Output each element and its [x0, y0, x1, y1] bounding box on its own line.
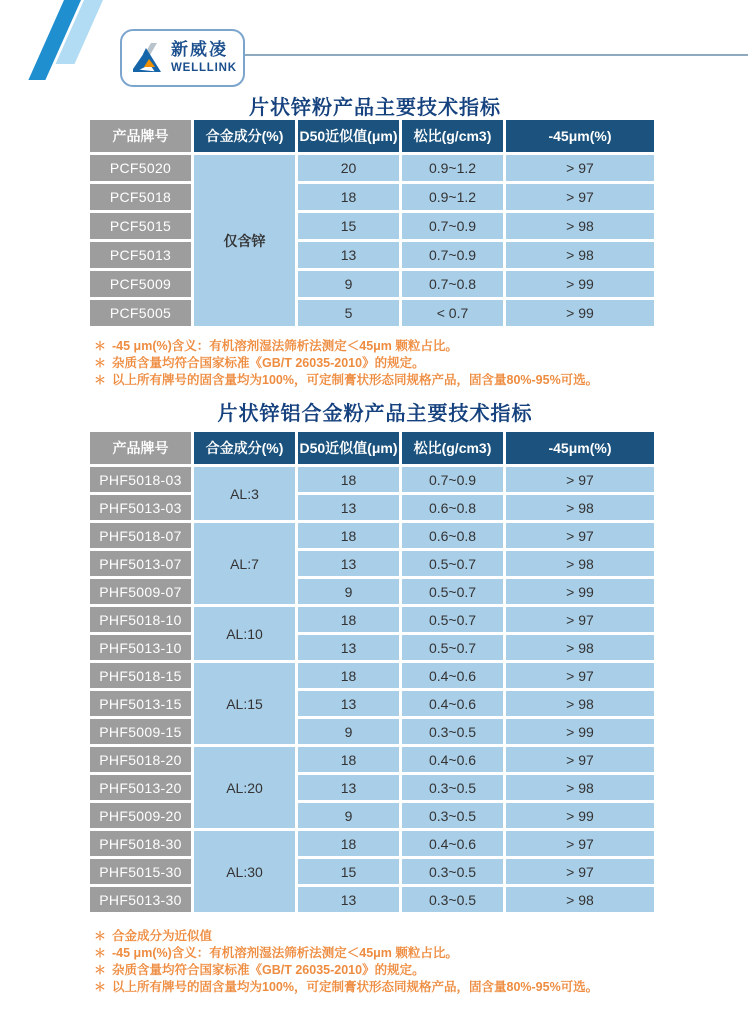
minus45-cell: > 99 — [506, 271, 654, 297]
col-header-product-code: 产品牌号 — [90, 432, 191, 464]
minus45-cell: > 98 — [506, 551, 654, 576]
bulk-density-cell: 0.4~0.6 — [402, 663, 503, 688]
product-code-cell: PHF5009-20 — [90, 803, 191, 828]
col-header-d50: D50近似值(μm) — [298, 432, 399, 464]
bulk-density-cell: 0.3~0.5 — [402, 775, 503, 800]
bulk-density-cell: 0.7~0.9 — [402, 242, 503, 268]
minus45-cell: > 98 — [506, 495, 654, 520]
product-code-cell: PHF5013-10 — [90, 635, 191, 660]
d50-cell: 13 — [298, 635, 399, 660]
minus45-cell: > 99 — [506, 579, 654, 604]
note-star: ＊ — [94, 929, 107, 943]
note-text: 杂质含量均符合国家标准《GB/T 26035-2010》的规定。 — [112, 356, 425, 370]
minus45-cell: > 99 — [506, 803, 654, 828]
minus45-cell: > 97 — [506, 859, 654, 884]
product-code-cell: PHF5018-03 — [90, 467, 191, 492]
d50-cell: 15 — [298, 213, 399, 239]
note-star: ＊ — [94, 980, 107, 994]
d50-cell: 5 — [298, 300, 399, 326]
note-text: 杂质含量均符合国家标准《GB/T 26035-2010》的规定。 — [112, 963, 425, 977]
table-row — [90, 775, 654, 800]
zinc-powder-title: 片状锌粉产品主要技术指标 — [249, 97, 501, 119]
col-header-bulk-density: 松比(g/cm3) — [402, 432, 503, 464]
note-text: -45 μm(%)含义：有机溶剂湿法筛析法测定＜45μm 颗粒占比。 — [112, 946, 458, 960]
table-row — [90, 691, 654, 716]
product-code-cell: PHF5009-15 — [90, 719, 191, 744]
d50-cell: 20 — [298, 155, 399, 181]
d50-cell: 9 — [298, 719, 399, 744]
product-code-cell: PHF5009-07 — [90, 579, 191, 604]
col-header-product-code: 产品牌号 — [90, 120, 191, 152]
d50-cell: 9 — [298, 271, 399, 297]
minus45-cell: > 99 — [506, 300, 654, 326]
table-row — [90, 831, 654, 856]
minus45-cell: > 97 — [506, 467, 654, 492]
bulk-density-cell: 0.4~0.6 — [402, 831, 503, 856]
table-row — [90, 607, 654, 632]
table-row — [90, 803, 654, 828]
bulk-density-cell: 0.3~0.5 — [402, 803, 503, 828]
d50-cell: 13 — [298, 551, 399, 576]
table-row — [90, 663, 654, 688]
product-code-cell: PHF5018-10 — [90, 607, 191, 632]
header-rule-line — [245, 54, 748, 56]
product-code-cell: PHF5018-20 — [90, 747, 191, 772]
note-text: 以上所有牌号的固含量均为100%，可定制膏状形态同规格产品，固含量80%-95%可选。 — [112, 373, 599, 387]
product-code-cell: PHF5013-07 — [90, 551, 191, 576]
alloy-group-cell: AL:30 — [194, 831, 295, 912]
bulk-density-cell: 0.3~0.5 — [402, 887, 503, 912]
note-text: 合金成分为近似值 — [112, 929, 213, 943]
minus45-cell: > 98 — [506, 887, 654, 912]
table1-notes — [94, 338, 714, 389]
bulk-density-cell: 0.4~0.6 — [402, 747, 503, 772]
d50-cell: 18 — [298, 663, 399, 688]
bulk-density-cell: 0.9~1.2 — [402, 155, 503, 181]
table2-notes — [94, 928, 714, 996]
minus45-cell: > 97 — [506, 663, 654, 688]
minus45-cell: > 97 — [506, 831, 654, 856]
product-code-cell: PHF5013-15 — [90, 691, 191, 716]
note-line — [94, 355, 714, 372]
d50-cell: 9 — [298, 579, 399, 604]
product-code-cell: PHF5013-30 — [90, 887, 191, 912]
company-logo — [120, 29, 245, 87]
bulk-density-cell: 0.7~0.9 — [402, 213, 503, 239]
note-line — [94, 962, 714, 979]
product-code-cell: PHF5018-30 — [90, 831, 191, 856]
logo-name-chinese: 新威凌 — [171, 40, 228, 60]
alloy-group-cell: AL:20 — [194, 747, 295, 828]
bulk-density-cell: 0.5~0.7 — [402, 635, 503, 660]
minus45-cell: > 99 — [506, 719, 654, 744]
note-star: ＊ — [94, 339, 107, 353]
d50-cell: 18 — [298, 747, 399, 772]
bulk-density-cell: 0.9~1.2 — [402, 184, 503, 210]
product-code-cell: PCF5018 — [90, 184, 191, 210]
table2-header-row — [90, 432, 654, 464]
logo-text — [171, 41, 237, 74]
d50-cell: 13 — [298, 775, 399, 800]
note-text: -45 μm(%)含义：有机溶剂湿法筛析法测定＜45μm 颗粒占比。 — [112, 339, 458, 353]
note-line — [94, 372, 714, 389]
col-header-minus45: -45μm(%) — [506, 120, 654, 152]
d50-cell: 13 — [298, 242, 399, 268]
note-star: ＊ — [94, 946, 107, 960]
bulk-density-cell: 0.5~0.7 — [402, 607, 503, 632]
bulk-density-cell: 0.3~0.5 — [402, 859, 503, 884]
col-header-minus45: -45μm(%) — [506, 432, 654, 464]
minus45-cell: > 98 — [506, 635, 654, 660]
product-code-cell: PHF5018-15 — [90, 663, 191, 688]
d50-cell: 13 — [298, 495, 399, 520]
zinc-powder-table — [87, 117, 657, 329]
table-row — [90, 887, 654, 912]
product-code-cell: PCF5013 — [90, 242, 191, 268]
bulk-density-cell: 0.6~0.8 — [402, 495, 503, 520]
minus45-cell: > 98 — [506, 242, 654, 268]
note-star: ＊ — [94, 373, 107, 387]
bulk-density-cell: < 0.7 — [402, 300, 503, 326]
alloy-group-cell: AL:15 — [194, 663, 295, 744]
table-row — [90, 719, 654, 744]
product-code-cell: PCF5020 — [90, 155, 191, 181]
d50-cell: 18 — [298, 831, 399, 856]
note-text: 以上所有牌号的固含量均为100%，可定制膏状形态同规格产品，固含量80%-95%可选。 — [112, 980, 599, 994]
table-row — [90, 579, 654, 604]
table-row — [90, 551, 654, 576]
bulk-density-cell: 0.7~0.8 — [402, 271, 503, 297]
d50-cell: 9 — [298, 803, 399, 828]
alloy-group-cell: AL:7 — [194, 523, 295, 604]
product-code-cell: PCF5015 — [90, 213, 191, 239]
note-line — [94, 979, 714, 996]
product-code-cell: PHF5015-30 — [90, 859, 191, 884]
logo-name-english: WELLLINK — [171, 62, 237, 75]
table-row — [90, 495, 654, 520]
table-row — [90, 747, 654, 772]
col-header-alloy: 合金成分(%) — [194, 432, 295, 464]
alloy-group-cell: AL:3 — [194, 467, 295, 520]
d50-cell: 18 — [298, 523, 399, 548]
table-row — [90, 300, 654, 326]
minus45-cell: > 97 — [506, 155, 654, 181]
col-header-d50: D50近似值(μm) — [298, 120, 399, 152]
product-code-cell: PCF5009 — [90, 271, 191, 297]
d50-cell: 15 — [298, 859, 399, 884]
bulk-density-cell: 0.5~0.7 — [402, 551, 503, 576]
bulk-density-cell: 0.4~0.6 — [402, 691, 503, 716]
note-line — [94, 338, 714, 355]
minus45-cell: > 97 — [506, 607, 654, 632]
col-header-alloy: 合金成分(%) — [194, 120, 295, 152]
minus45-cell: > 97 — [506, 523, 654, 548]
d50-cell: 18 — [298, 607, 399, 632]
bulk-density-cell: 0.6~0.8 — [402, 523, 503, 548]
product-code-cell: PHF5018-07 — [90, 523, 191, 548]
minus45-cell: > 97 — [506, 747, 654, 772]
col-header-bulk-density: 松比(g/cm3) — [402, 120, 503, 152]
d50-cell: 18 — [298, 184, 399, 210]
product-code-cell: PHF5013-20 — [90, 775, 191, 800]
table-row — [90, 635, 654, 660]
bulk-density-cell: 0.3~0.5 — [402, 719, 503, 744]
table-row — [90, 271, 654, 297]
d50-cell: 18 — [298, 467, 399, 492]
alloy-group-cell: AL:10 — [194, 607, 295, 660]
minus45-cell: > 97 — [506, 184, 654, 210]
minus45-cell: > 98 — [506, 775, 654, 800]
zinc-aluminium-powder-title: 片状锌铝合金粉产品主要技术指标 — [217, 403, 533, 425]
product-code-cell: PHF5013-03 — [90, 495, 191, 520]
alloy-group-cell: 仅含锌 — [194, 155, 295, 326]
product-code-cell: PCF5005 — [90, 300, 191, 326]
table-row — [90, 467, 654, 492]
note-line — [94, 945, 714, 962]
bulk-density-cell: 0.7~0.9 — [402, 467, 503, 492]
table-row — [90, 184, 654, 210]
table-row — [90, 242, 654, 268]
d50-cell: 13 — [298, 691, 399, 716]
logo-triangle-icon — [131, 41, 165, 75]
minus45-cell: > 98 — [506, 691, 654, 716]
note-star: ＊ — [94, 963, 107, 977]
minus45-cell: > 98 — [506, 213, 654, 239]
table-row — [90, 213, 654, 239]
table-row — [90, 859, 654, 884]
bulk-density-cell: 0.5~0.7 — [402, 579, 503, 604]
table-row — [90, 523, 654, 548]
table1-header-row — [90, 120, 654, 152]
table-row — [90, 155, 654, 181]
note-star: ＊ — [94, 356, 107, 370]
d50-cell: 13 — [298, 887, 399, 912]
zinc-aluminium-powder-table — [87, 429, 657, 915]
note-line — [94, 928, 714, 945]
